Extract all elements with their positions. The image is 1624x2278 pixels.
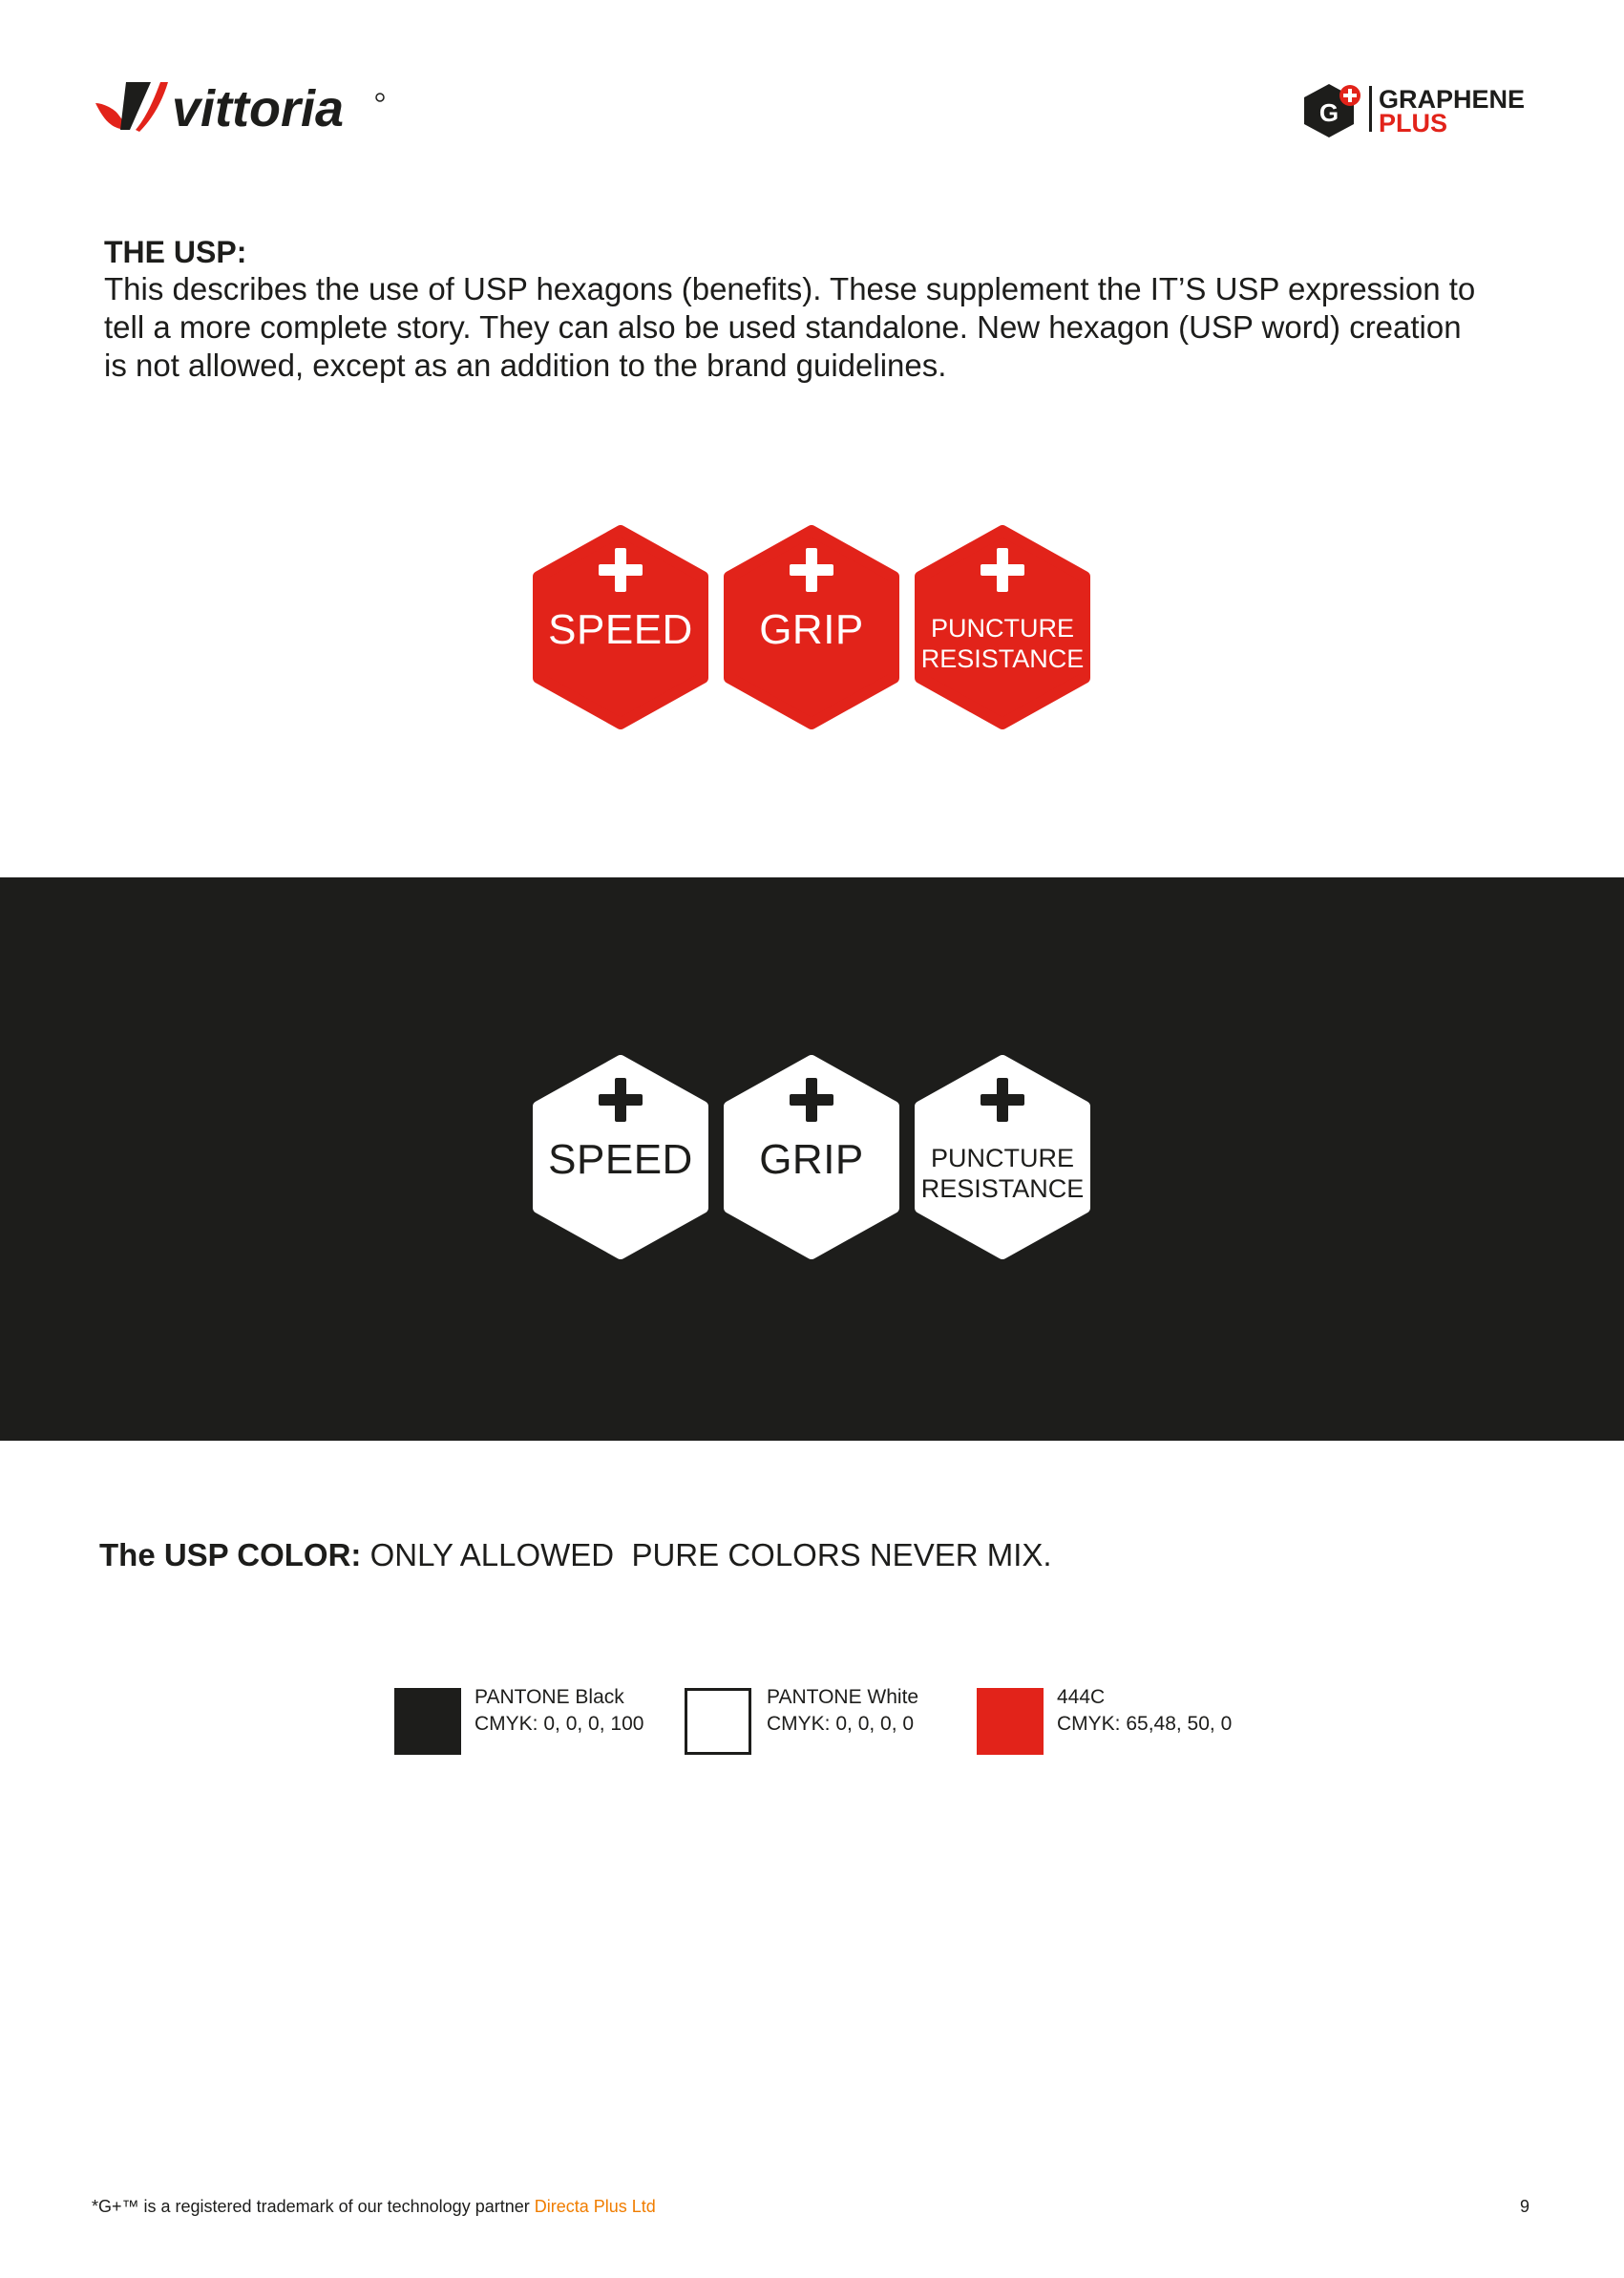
swatch-cmyk: CMYK: 65,48, 50, 0 — [1057, 1713, 1233, 1735]
swatch-cmyk: CMYK: 0, 0, 0, 0 — [767, 1713, 915, 1735]
hexagon-grip-red — [716, 525, 907, 730]
svg-text:G: G — [1318, 98, 1339, 127]
swatch-pantone-black — [394, 1688, 461, 1755]
footer-trademark-note — [92, 2197, 656, 2217]
usp-hexagons-red — [525, 525, 1098, 745]
directa-plus-link[interactable]: Directa Plus Ltd — [534, 2197, 656, 2216]
usp-description-line: This describes the use of USP hexagons (benefits). These supplement the IT’S USP expression to — [104, 271, 1476, 306]
swatch-pantone-white — [685, 1688, 751, 1755]
svg-text:PLUS: PLUS — [1379, 109, 1448, 137]
swatch-name: 444C — [1057, 1686, 1106, 1708]
swatch-cmyk: CMYK: 0, 0, 0, 100 — [475, 1713, 644, 1735]
vittoria-logo — [92, 76, 388, 137]
hexagon-speed-red — [525, 525, 716, 730]
swatch-name: PANTONE White — [767, 1686, 919, 1708]
hexagon-label-line: PUNCTURE — [930, 1144, 1074, 1172]
hexagon-puncture-resistance-red — [907, 525, 1098, 730]
hexagon-label-line: PUNCTURE — [930, 614, 1074, 643]
usp-description-line: is not allowed, except as an addition to the brand guidelines. — [104, 348, 947, 383]
svg-text:vittoria: vittoria — [172, 80, 345, 137]
usp-color-heading — [99, 1536, 1052, 1574]
hexagon-speed-white — [525, 1055, 716, 1260]
page-number: 9 — [1520, 2197, 1530, 2216]
svg-text:GRAPHENE: GRAPHENE — [1379, 85, 1526, 114]
hexagon-grip-white — [716, 1055, 907, 1260]
footer-note-text: *G+™ is a registered trademark of our technology partner — [92, 2197, 535, 2216]
hexagon-label-line: RESISTANCE — [920, 1174, 1085, 1203]
graphene-plus-logo — [1302, 80, 1531, 141]
usp-description — [104, 270, 1536, 385]
hexagon-puncture-resistance-white — [907, 1055, 1098, 1260]
usp-hexagons-white — [525, 1055, 1098, 1275]
hexagon-label — [907, 613, 1098, 674]
swatch-444c-red — [977, 1688, 1044, 1755]
hexagon-label — [907, 1143, 1098, 1204]
swatch-info-black — [475, 1684, 643, 1738]
hexagon-label: SPEED — [548, 1136, 693, 1183]
hexagon-label-line: RESISTANCE — [920, 644, 1085, 673]
swatch-name: PANTONE Black — [475, 1686, 624, 1708]
usp-heading: THE USP: — [104, 235, 247, 269]
swatch-info-white — [767, 1684, 918, 1738]
hexagon-label: SPEED — [548, 606, 693, 653]
hexagon-label: GRIP — [759, 606, 864, 653]
swatch-info-red — [1057, 1684, 1232, 1738]
usp-color-heading-rest: ONLY ALLOWED PURE COLORS NEVER MIX. — [361, 1537, 1052, 1572]
hexagon-label: GRIP — [759, 1136, 864, 1183]
usp-color-heading-bold: The USP COLOR: — [99, 1537, 362, 1572]
usp-description-line: tell a more complete story. They can also be used standalone. New hexagon (USP word) creation — [104, 309, 1462, 345]
